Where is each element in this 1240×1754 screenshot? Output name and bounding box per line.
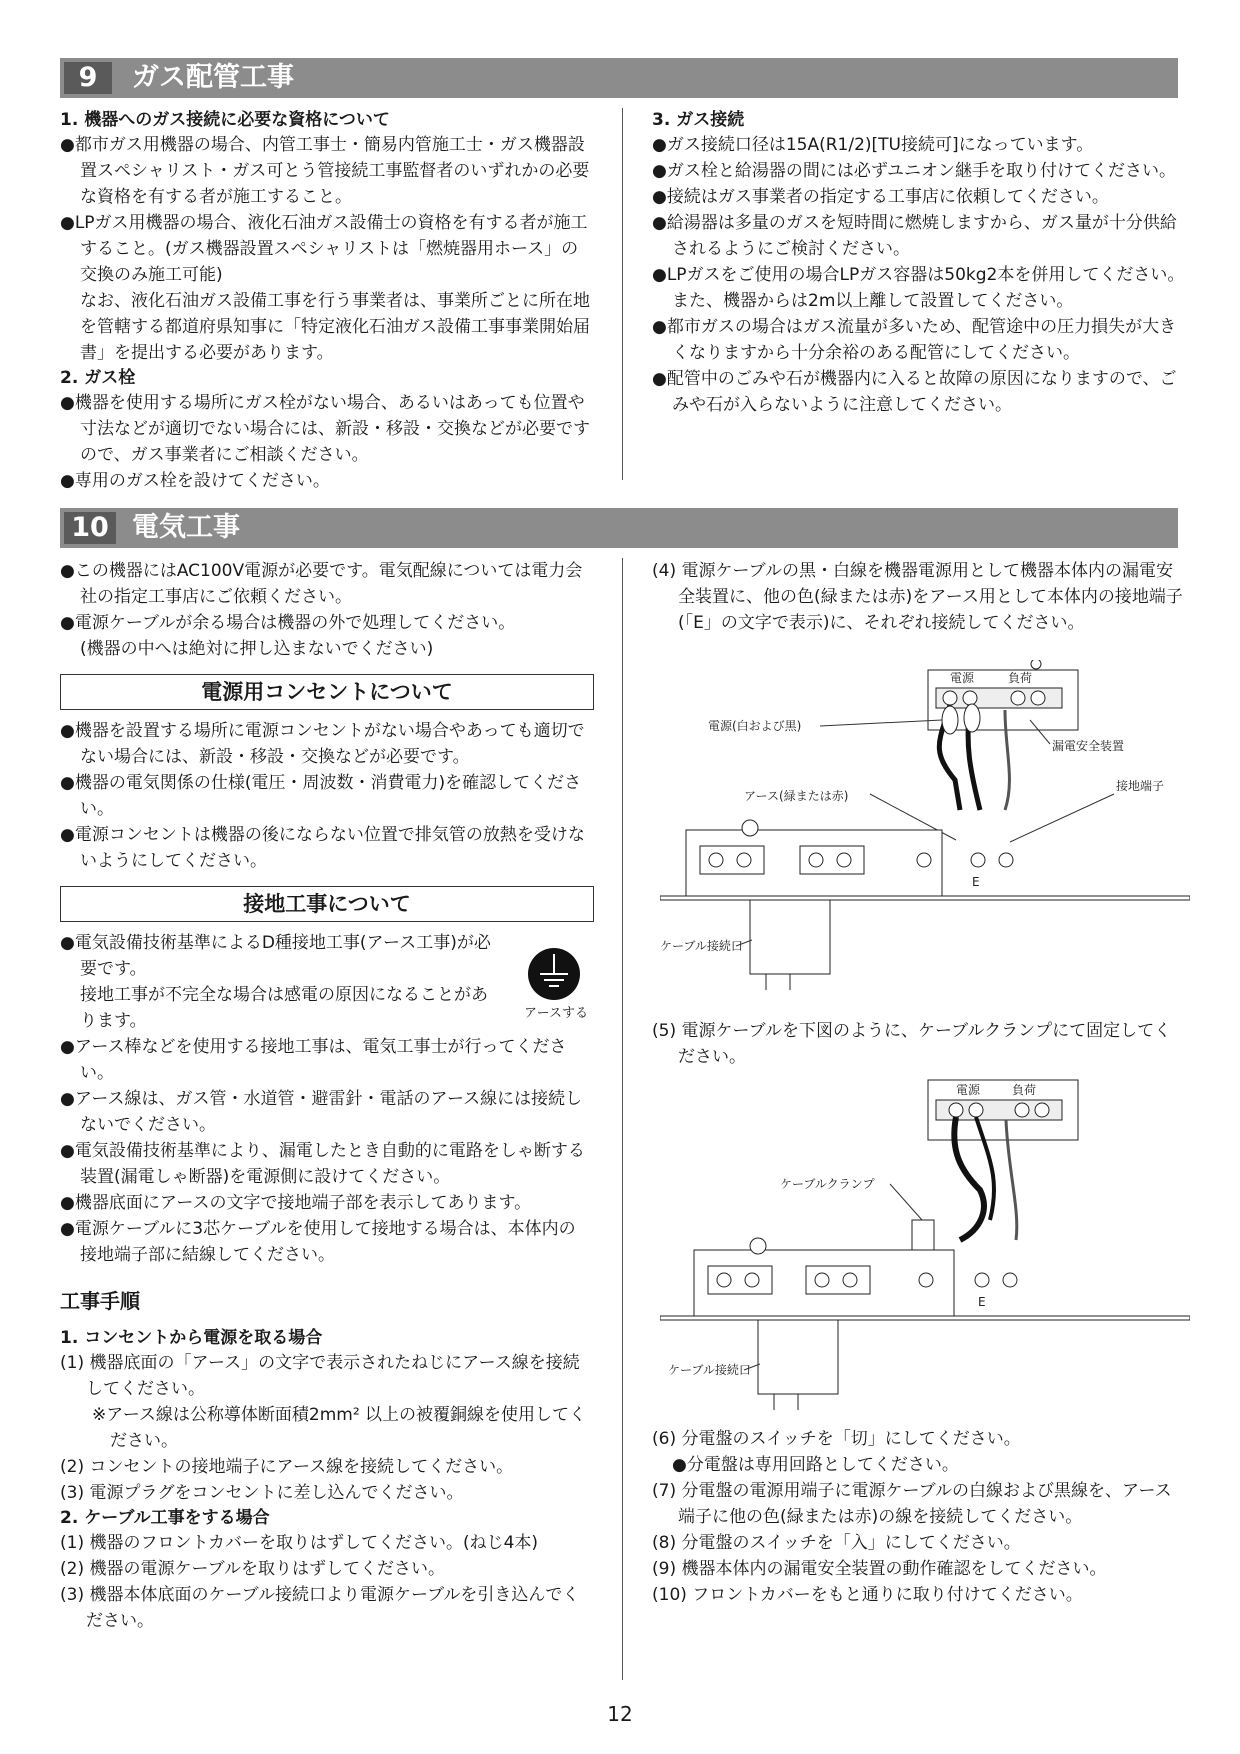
bullet: ●LPガスをご使用の場合LPガス容器は50kg2本を併用してください。また、機器からは2m以上離して設置してください。 [652, 265, 1185, 311]
bullet: ●アース線は、ガス管・水道管・避雷針・電話のアース線には接続しないでください。 [60, 1089, 583, 1135]
wiring-diagram-1 [660, 660, 1190, 990]
terminal-label: 接地端子 [1116, 779, 1165, 793]
page-number: 12 [607, 1702, 633, 1726]
step: (7) 分電盤の電源用端子に電源ケーブルの白線および黒線を、アース端子に他の色(緑または赤)の線を接続してください。 [652, 1481, 1172, 1527]
procedure-block [60, 1288, 592, 1634]
bullet: ●機器を設置する場所に電源コンセントがない場合やあっても適切でない場合には、新設・移設・交換などが必要です。 [60, 721, 585, 767]
sec10-left-column-top [60, 558, 592, 662]
subsection-box: 接地工事について [60, 886, 594, 922]
sec9-right-column [652, 108, 1188, 418]
section-title: ガス配管工事 [132, 62, 294, 93]
steps-6-10 [652, 1426, 1188, 1608]
bullet: ●LPガス用機器の場合、液化石油ガス設備士の資格を有する者が施工すること。(ガス機器設置スペシャリストは「燃焼器用ホース」の交換のみ施工可能) [60, 213, 588, 285]
subsection-box: 電源用コンセントについて [60, 674, 594, 710]
section-title: 電気工事 [132, 512, 240, 543]
step: (9) 機器本体内の漏電安全装置の動作確認をしてください。 [652, 1559, 1107, 1579]
bullet: ●ガス栓と給湯器の間には必ずユニオン継手を取り付けてください。 [652, 161, 1176, 181]
step: (1) 機器のフロントカバーを取りはずしてください。(ねじ4本) [60, 1533, 539, 1553]
clamp-label: ケーブルクランプ [780, 1177, 875, 1191]
heading: 1. 機器へのガス接続に必要な資格について [60, 110, 390, 130]
port-label: ケーブル接続口 [668, 1363, 751, 1377]
heading: 2. ケーブル工事をする場合 [60, 1508, 270, 1528]
bullet: ●専用のガス栓を設けてください。 [60, 471, 330, 491]
step-5 [652, 1018, 1188, 1070]
wires-label: 電源(白および黒) [708, 719, 802, 733]
sec9-left-column [60, 108, 590, 494]
bullet: ●分電盤は専用回路としてください。 [672, 1455, 959, 1475]
procedure-heading: 工事手順 [60, 1289, 140, 1313]
e-label: E [978, 1295, 986, 1309]
section-10-header [60, 508, 1178, 548]
bullet: ●電源ケーブルが余る場合は機器の外で処理してください。 [60, 613, 516, 633]
paragraph: 接地工事が不完全な場合は感電の原因になることがあります。 [80, 985, 488, 1031]
bullet: ●電気設備技術基準により、漏電したとき自動的に電路をしゃ断する装置(漏電しゃ断器)を電源側に設けてください。 [60, 1141, 585, 1187]
heading: 1. コンセントから電源を取る場合 [60, 1328, 323, 1348]
earth-wire-label: アース(緑または赤) [744, 789, 849, 803]
column-divider [622, 558, 623, 1680]
bullet: ●アース棒などを使用する接地工事は、電気工事士が行ってください。 [60, 1037, 567, 1083]
bullet: ●電気設備技術基準によるD種接地工事(アース工事)が必要です。 [60, 933, 491, 979]
step-4 [652, 558, 1188, 636]
sec10-earth-bullets [60, 1034, 592, 1268]
bullet: ●都市ガスの場合はガス流量が多いため、配管途中の圧力損失が大きくなりますから十分余裕のある配管にしてください。 [652, 317, 1177, 363]
bullet: ●ガス接続口径は15A(R1/2)[TU接続可]になっています。 [652, 135, 1094, 155]
bullet: ●この機器にはAC100V電源が必要です。電気配線については電力会社の指定工事店にご依頼ください。 [60, 561, 583, 607]
dengen-label: 電源 [956, 1083, 981, 1097]
step: (6) 分電盤のスイッチを「切」にしてください。 [652, 1429, 1021, 1449]
fuka-label: 負荷 [1008, 671, 1033, 685]
section-number: 10 [64, 512, 116, 544]
sec10-outlet-block [60, 718, 592, 874]
bullet: ●給湯器は多量のガスを短時間に燃焼しますから、ガス量が十分供給されるようにご検討ください。 [652, 213, 1177, 259]
paragraph: (機器の中へは絶対に押し込まないでください) [80, 639, 434, 659]
step: (2) 機器の電源ケーブルを取りはずしてください。 [60, 1559, 445, 1579]
section-9-header [60, 58, 1178, 98]
bullet: ●接続はガス事業者の指定する工事店に依頼してください。 [652, 187, 1109, 207]
note: ※アース線は公称導体断面積2mm² 以上の被覆銅線を使用してください。 [92, 1405, 587, 1451]
step: (1) 機器底面の「アース」の文字で表示されたねじにアース線を接続してください。 [60, 1353, 580, 1399]
column-divider [622, 108, 623, 480]
section-number: 9 [64, 62, 112, 94]
heading: 3. ガス接続 [652, 110, 745, 130]
step: (4) 電源ケーブルの黒・白線を機器電源用として機器本体内の漏電安全装置に、他の色(緑または赤)をアース用として本体内の接地端子(「E」の文字で表示)に、それぞれ接続してください。 [652, 561, 1183, 633]
wiring-diagram-2 [660, 1070, 1190, 1410]
bullet: ●機器の電気関係の仕様(電圧・周波数・消費電力)を確認してください。 [60, 773, 582, 819]
bullet: ●電源コンセントは機器の後にならない位置で排気管の放熱を受けないようにしてください。 [60, 825, 585, 871]
paragraph: なお、液化石油ガス設備工事を行う事業者は、事業所ごとに所在地を管轄する都道府県知事に「特定液化石油ガス設備工事事業開始届書」を提出する必要があります。 [80, 291, 590, 363]
step: (3) 電源プラグをコンセントに差し込んでください。 [60, 1483, 464, 1503]
e-label: E [972, 875, 980, 889]
port-label: ケーブル接続口 [660, 939, 743, 953]
leak-label: 漏電安全装置 [1052, 739, 1125, 753]
step: (10) フロントカバーをもと通りに取り付けてください。 [652, 1585, 1083, 1605]
sec10-earth-block [60, 930, 500, 1034]
bullet: ●都市ガス用機器の場合、内管工事士・簡易内管施工士・ガス機器設置スペシャリスト・ガス可とう管接続工事監督者のいずれかの必要な資格を有する者が施工すること。 [60, 135, 590, 207]
bullet: ●機器底面にアースの文字で接地端子部を表示してあります。 [60, 1193, 532, 1213]
bullet: ●配管中のごみや石が機器内に入ると故障の原因になりますので、ごみや石が入らないように注意してください。 [652, 369, 1177, 415]
earth-symbol-label: アースする [524, 1006, 588, 1021]
step: (8) 分電盤のスイッチを「入」にしてください。 [652, 1533, 1021, 1553]
step: (2) コンセントの接地端子にアース線を接続してください。 [60, 1457, 514, 1477]
bullet: ●機器を使用する場所にガス栓がない場合、あるいはあっても位置や寸法などが適切でない場合には、新設・移設・交換などが必要ですので、ガス事業者にご相談ください。 [60, 393, 590, 465]
step: (5) 電源ケーブルを下図のように、ケーブルクランプにて固定してください。 [652, 1021, 1172, 1067]
dengen-label: 電源 [950, 671, 975, 685]
fuka-label: 負荷 [1012, 1083, 1037, 1097]
bullet: ●電源ケーブルに3芯ケーブルを使用して接地する場合は、本体内の接地端子部に結線してください。 [60, 1219, 576, 1265]
step: (3) 機器本体底面のケーブル接続口より電源ケーブルを引き込んでください。 [60, 1585, 580, 1631]
heading: 2. ガス栓 [60, 368, 136, 388]
